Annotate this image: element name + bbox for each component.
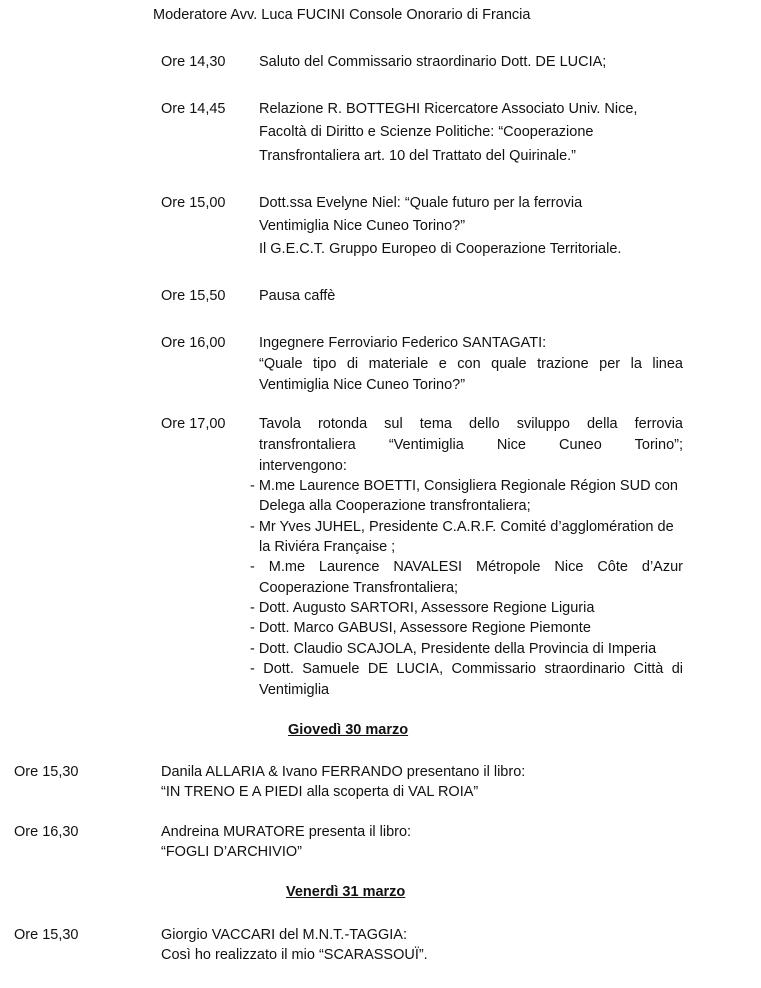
time-label: Ore 15,30 <box>14 764 79 780</box>
time-label: Ore 17,00 <box>161 416 226 432</box>
program-text: Dott.ssa Evelyne Niel: “Quale futuro per la ferrovia <box>259 195 583 211</box>
program-text: Ingegnere Ferroviario Federico SANTAGATI: <box>259 335 547 351</box>
time-label: Ore 16,30 <box>14 824 79 840</box>
speaker-line: Delega alla Cooperazione transfrontaliera; <box>259 498 531 514</box>
speaker-line: Ventimiglia <box>259 682 330 698</box>
program-text: Tavola rotonda sul tema dello sviluppo della ferrovia <box>259 416 683 432</box>
program-text: Così ho realizzato il mio “SCARASSOUÏ”. <box>161 947 428 963</box>
time-label: Ore 15,50 <box>161 288 226 304</box>
program-text: Il G.E.C.T. Gruppo Europeo di Cooperazione Territoriale. <box>259 241 622 257</box>
time-label: Ore 16,00 <box>161 335 226 351</box>
program-text: intervengono: <box>259 458 347 474</box>
speaker-line: - Dott. Marco GABUSI, Assessore Regione Piemonte <box>250 620 591 636</box>
program-text: Danila ALLARIA & Ivano FERRANDO presentano il libro: <box>161 764 526 780</box>
day-heading: Giovedì 30 marzo <box>288 722 409 738</box>
program-text: Transfrontaliera art. 10 del Trattato del Quirinale.” <box>259 148 577 164</box>
time-label: Ore 15,30 <box>14 927 79 943</box>
moderator-line: Moderatore Avv. Luca FUCINI Console Onorario di Francia <box>153 7 531 23</box>
program-text: Pausa caffè <box>259 288 336 304</box>
speaker-line: - Mr Yves JUHEL, Presidente C.A.R.F. Comité d’agglomération de <box>250 519 674 535</box>
program-text: Facoltà di Diritto e Scienze Politiche: “Cooperazione <box>259 124 594 140</box>
time-label: Ore 14,45 <box>161 101 226 117</box>
program-text: Ventimiglia Nice Cuneo Torino?” <box>259 377 466 393</box>
program-text: Saluto del Commissario straordinario Dott. DE LUCIA; <box>259 54 607 70</box>
speaker-line: - M.me Laurence NAVALESI Métropole Nice Côte d’Azur <box>250 559 683 575</box>
program-text: Ventimiglia Nice Cuneo Torino?” <box>259 218 466 234</box>
program-text: “Quale tipo di materiale e con quale trazione per la linea <box>259 356 683 372</box>
time-label: Ore 14,30 <box>161 54 226 70</box>
program-text: Andreina MURATORE presenta il libro: <box>161 824 412 840</box>
program-text: Giorgio VACCARI del M.N.T.-TAGGIA: <box>161 927 408 943</box>
speaker-line: Cooperazione Transfrontaliera; <box>259 580 459 596</box>
speaker-line: - Dott. Samuele DE LUCIA, Commissario straordinario Città di <box>250 661 683 677</box>
speaker-line: - Dott. Claudio SCAJOLA, Presidente della Provincia di Imperia <box>250 641 657 657</box>
speaker-line: - M.me Laurence BOETTI, Consigliera Regionale Région SUD con <box>250 478 678 494</box>
program-text: “IN TRENO E A PIEDI alla scoperta di VAL ROIA” <box>161 784 479 800</box>
program-text: “FOGLI D’ARCHIVIO” <box>161 844 302 860</box>
program-text: Relazione R. BOTTEGHI Ricercatore Associato Univ. Nice, <box>259 101 638 117</box>
program-text: transfrontaliera “Ventimiglia Nice Cuneo Torino”; <box>259 437 683 453</box>
day-heading: Venerdì 31 marzo <box>286 884 406 900</box>
speaker-line: - Dott. Augusto SARTORI, Assessore Regione Liguria <box>250 600 595 616</box>
time-label: Ore 15,00 <box>161 195 226 211</box>
speaker-line: la Riviéra Française ; <box>259 539 396 555</box>
